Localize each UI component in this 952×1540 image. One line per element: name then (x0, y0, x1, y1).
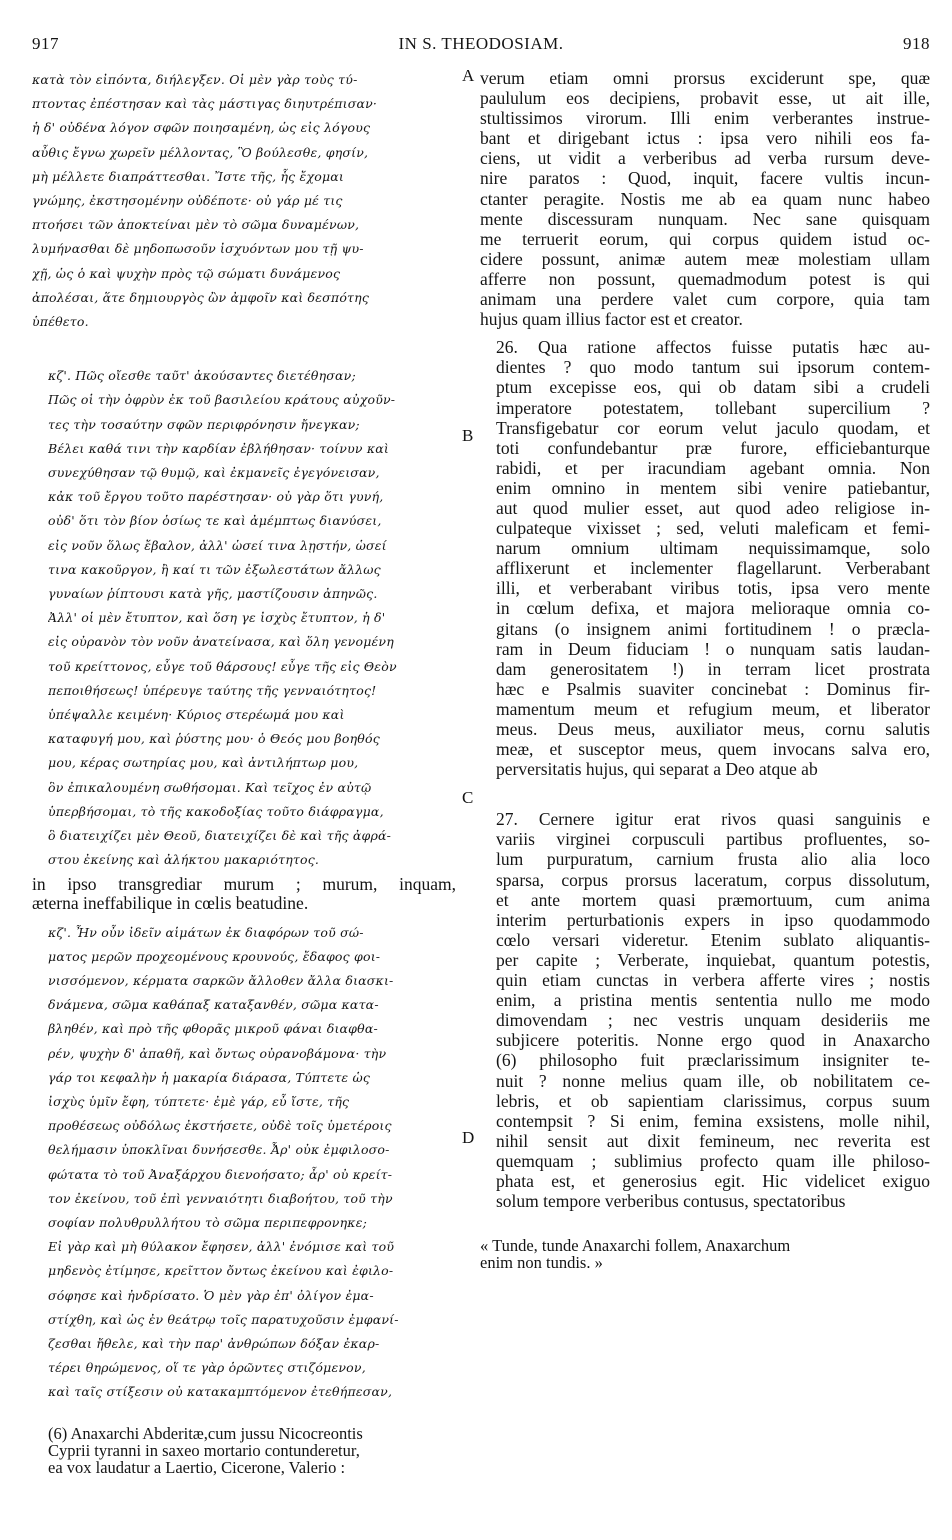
footnote-6 (32, 1425, 456, 1476)
text-line: πτοήσει τῶν ἀποκτείναι μὲν τὸ σῶμα δυναμένων, (32, 217, 360, 233)
text-line: dientes ? quo modo tantum sui ipsorum contem- (496, 357, 930, 378)
text-line: cidere possunt, animæ autem meæ molestiam ullam (480, 248, 930, 269)
text-line: φώτατα τὸ τοῦ Ἀναξάρχου διενοήσατο; ἆρ' οὐ κρείτ- (48, 1166, 393, 1182)
text-line: cœlo versari videretur. Etenim sublato aliquantis- (496, 929, 930, 950)
text-line: πτοντας ἐπέστησαν καὶ τὰς μάστιγας διηυτρέπισαν· (32, 96, 378, 112)
text-line: εἰς νοῦν ὅλως ἔβαλον, ἀλλ' ὡσεί τινα λῃστήν, ὡσεί (48, 537, 387, 553)
text-line: ὃ διατειχίζει μὲν Θεοῦ, διατειχίζει δὲ καὶ τῆς ἀφρά- (48, 828, 392, 844)
text-line: per capite ; Verberate, inquiebat, quantum potestis, (496, 949, 930, 970)
text-line: nire paratos : Quod, inquit, facere vultis incun- (480, 168, 930, 189)
text-line: (6) philosopho fuit præclarissimum insigniter te- (496, 1050, 930, 1071)
text-line: et ante mortem quasi præmortuum, cum anima (496, 889, 930, 910)
text-line: βληθέν, καὶ πρὸ τῆς φθορᾶς μικροῦ φάναι διαφθα- (48, 1021, 378, 1037)
text-line: Πῶς οἱ τὴν ὀφρὺν ἐκ τοῦ βασιλείου κράτους αὐχοῦν- (48, 392, 396, 408)
text-line: ὑπέψαλλε κειμένη· Κύριος στερέωμά μου καὶ (48, 707, 345, 723)
text-line: εἰς οὐρανὸν τὸν νοῦν ἀνατείνασα, καὶ ὅλη γενομένη (48, 634, 394, 650)
text-line: dam generositatem !) in terram licet prostrata (496, 658, 930, 679)
text-line: ρέν, ψυχὴν δ' ἀπαθῆ, καὶ ὄντως οὐρανοβάμονα· τὴν (48, 1045, 387, 1061)
text-line: ὑπέθετο. (32, 314, 89, 330)
text-line: afferre non possunt, quemadmodum potest is qui (480, 268, 930, 289)
text-line: μὴ μέλλετε διαπράττεσθαι. Ἴστε τῆς, ἧς ἔχομαι (32, 168, 345, 184)
text-line: τέρει θηρώμενος, οἵ τε γὰρ ὁρῶντες στιζόμενον, (48, 1360, 366, 1376)
text-line: Ἀλλ' οἱ μὲν ἔτυπτον, καὶ ὅση γε ἰσχὺς ἔτυπτον, ἡ δ' (48, 610, 386, 626)
page-header (32, 34, 930, 58)
greek-block-3 (32, 921, 456, 1405)
text-line: nuit ? nonne melius quam ille, ob nobilitatem ce- (496, 1070, 930, 1091)
text-line: solum tempore verberibus contusus, spectatoribus (496, 1191, 846, 1212)
text-line: (6) Anaxarchi Abderitæ,cum jussu Nicocreontis (48, 1423, 363, 1443)
text-line: γνώμης, ἐκστησομένην οὐδέποτε· οὐ γάρ μέ τις (32, 193, 343, 209)
text-line: meæ, et susceptor meus, quem invocans salva ero, (496, 739, 930, 760)
text-line: enim non tundis. » (480, 1253, 603, 1273)
text-line: κζ'. Πῶς οἴεσθε ταῦτ' ἀκούσαντες διετέθησαν; (48, 368, 356, 384)
text-line: μηδενὸς ἐτίμησε, κρεῖττον ὄντως ἐκείνου καὶ ἐφιλο- (48, 1263, 394, 1279)
text-line: narum omnium ultimam nequissimamque, solo (496, 538, 930, 559)
text-line: ματος μερῶν προχεομένους κρουνούς, ἔδαφος φοι- (48, 948, 381, 964)
text-line: τινα κακοῦργον, ἢ καί τι τῶν ἐξωλεστάτων ἄλλως (48, 561, 381, 577)
text-line: Cyprii tyranni in saxeo mortario contunderetur, (48, 1440, 360, 1460)
text-line: σοφίαν πολυθρυλλήτου τὸ σῶμα περιπεφρονηκε; (48, 1214, 368, 1230)
text-line: ὃν ἐπικαλουμένη σωθήσομαι. Καὶ τεῖχος ἐν αὐτῷ (48, 779, 372, 795)
text-line: hujus quam illius factor est et creator. (480, 309, 743, 330)
text-line: hæc e Psalmis suaviter concinebat : Dominus fir- (496, 678, 930, 699)
text-line: ciens, ut vidit a verberibus ad verba rursum deve- (480, 148, 930, 169)
text-line: quin etiam cunctas in verbera afferte vires ; nostis (496, 970, 930, 991)
text-line: ἀπολέσαι, ἅτε δημιουργὸς ὢν ἀμφοῖν καὶ δεσπότης (32, 289, 370, 305)
text-line: χῇ, ὡς ὁ καὶ ψυχὴν πρὸς τῷ σώματι δυνάμενος (32, 265, 341, 281)
text-line: aut quod mulier esset, aut quod adeo religiose in- (496, 497, 930, 518)
text-line: τες τὴν τοσαύτην σφῶν περιφρόνησιν ἤνεγκαν; (48, 416, 360, 432)
text-line: σόφησε καὶ ἠνδρίσατο. Ὁ μὲν γὰρ ἐπ' ὀλίγον ἐμα- (48, 1287, 374, 1303)
latin-column (480, 68, 930, 1271)
latin-block-1 (480, 68, 930, 329)
text-line: ea vox laudatur a Laertio, Cicerone, Valerio : (48, 1457, 346, 1477)
text-line: toti confundebantur præ furore, efficiebanturque (496, 437, 930, 458)
text-line: γυναίων ῥίπτουσι κατὰ γῆς, μαστίζουσιν ἀπηνῶς. (48, 586, 378, 602)
text-line: στου ἐκείνης καὶ ἀλήκτου μακαριότητος. (48, 852, 320, 868)
text-line: mamentum meum et refugium meum, et liberator (496, 698, 930, 719)
text-line: perversitatis hujus, qui separat a Deo atque ab (496, 759, 818, 780)
text-line: τοῦ κρείττονος, εὖγε τοῦ θάρσους! εὖγε τῆς εἰς Θεὸν (48, 658, 397, 674)
text-line: πεποιθήσεως! ὑπέρευγε ταύτης τῆς γενναιότητος! (48, 682, 377, 698)
text-line: paululum eos decipiens, probavit esse, ut ait ille, (480, 88, 930, 109)
text-line: στίχθη, καὶ ὡς ἐν θεάτρῳ τοῖς παρατυχοῦσιν ἐμφανί- (48, 1311, 399, 1327)
text-line: ἰσχὺς ὑμῖν ἔφη, τύπτετε· ἐμὲ γάρ, εὖ ἴστε, τῆς (48, 1093, 350, 1109)
latin-block-2 (480, 337, 930, 779)
text-line: dimovendam ; nec vestris unquam desideriis me (496, 1010, 930, 1031)
text-line: in cœlum defixa, et majora melioraque omnia co- (496, 598, 930, 619)
text-line: ἡ δ' οὐδένα λόγον σφῶν ποιησαμένη, ὡς εἰς λόγους (32, 120, 371, 136)
text-line: γάρ τοι κεφαλὴν ἡ μακαρία διάρασα, Τύπτετε ὡς (48, 1069, 371, 1085)
text-line: « Tunde, tunde Anaxarchi follem, Anaxarchum (480, 1236, 791, 1256)
running-title: IN S. THEODOSIAM. (398, 34, 564, 53)
text-line: verum etiam omni prorsus exciderunt spe, quæ (480, 68, 930, 88)
greek-block-2 (32, 364, 456, 872)
text-line: subjicere poteritis. Nonne ergo quod in Anaxarcho (496, 1030, 930, 1051)
text-line: οὐδ' ὅτι τὸν βίον ὁσίως τε καὶ ἀμέμπτως διανύσει, (48, 513, 382, 529)
text-line: quemquam ; sublimius profecto quam ille philoso- (496, 1150, 930, 1171)
text-line: κατὰ τὸν εἰπόντα, διήλεγξεν. Οἱ μὲν γὰρ τοὺς τύ- (32, 72, 358, 87)
text-line: animam una perdere valet cum corpore, quia tam (480, 289, 930, 310)
text-line: variis virginei corpusculi partibus profluentes, so- (496, 829, 930, 850)
text-line: phata est, et generosius egit. Hic videlicet exiguo (496, 1170, 930, 1191)
text-line: lebris, et ob sapientiam clarissimus, corpus suum (496, 1090, 930, 1111)
latin-block-3 (480, 809, 930, 1211)
margin-marker-a: A (462, 66, 475, 85)
text-line: νισσόμενον, κέρματα σαρκῶν ἄλλοθεν ἄλλα διασκι- (48, 972, 394, 988)
text-line: δνάμενα, σῶμα καθάπαξ καταξανθέν, σῶμα κατα- (48, 997, 379, 1013)
footnote-6-continuation (480, 1237, 930, 1271)
text-line: nihil sensit aut dixit femineum, nec reverita est (496, 1130, 930, 1151)
text-line: illi, et verberabant viribus totis, ipsa vero mente (496, 578, 930, 599)
text-line: lum purpuratum, carnium frusta alio alia loco (496, 849, 930, 870)
text-line: ζεσθαι ἤθελε, καὶ τὴν παρ' ἀνθρώπων δόξαν ἐκαρ- (48, 1335, 380, 1351)
text-line: imperatore potestatem, tollebant supercilium ? (496, 397, 930, 418)
margin-marker-d: D (462, 1128, 475, 1147)
text-line: culpateque vixisset ; sed, veluti maleficam et femi- (496, 518, 930, 539)
text-line: sparsa, corpus prorsus laceratum, corpus dissolutum, (496, 869, 930, 890)
text-line: rabidi, et per iracundiam agebant omnia. Non (496, 457, 930, 478)
text-line: Εἰ γὰρ καὶ μὴ θύλακον ἔφησεν, ἀλλ' ἐνόμισε καὶ τοῦ (48, 1239, 395, 1255)
text-line: λυμήνασθαι δὲ μηδοπωσοῦν ἰσχυόντων μου τῇ ψυ- (32, 241, 364, 257)
margin-marker-c: C (462, 788, 474, 807)
text-line: αὖθις ἔγνω χωρεῖν μέλλοντας, Ὃ βούλεσθε, φησίν, (32, 144, 369, 160)
text-line: mente discessuram nunquam. Nec sane quisquam (480, 208, 930, 229)
text-line: meus. Deus meus, auxiliator meus, cornu salutis (496, 719, 930, 739)
text-line: κἀκ τοῦ ἔργου τοῦτο παρέστησαν· οὐ γὰρ ὅτι γυνή, (48, 489, 384, 505)
text-line: ptum excepisse eos, qui ob datam sibi a crudeli (496, 377, 930, 398)
text-line: enim omnino in mentem sibi venire patiebantur, (496, 477, 930, 498)
text-line: æterna ineffabilique in cœlis beatudine. (32, 893, 309, 913)
greek-column (32, 68, 456, 1476)
text-line: ὑπερβήσομαι, τὸ τῆς κακοδοξίας τοῦτο διάφραγμα, (48, 803, 384, 819)
text-line: ctanter peragite. Nostis me ab ea quam nunc habeo (480, 188, 930, 209)
left-page-number: 917 (32, 34, 59, 53)
text-line: 27. Cernere igitur erat rivos quasi sanguinis e (496, 809, 930, 830)
text-line: Βέλει καθά τινι τὴν καρδίαν ἐβλήθησαν· τοίνυν καὶ (48, 440, 390, 456)
text-line: προθέσεως οὐδόλως ἐκστήσετε, οὐδὲ τοῖς ὑμετέροις (48, 1118, 392, 1134)
text-line: συνεχύθησαν τῷ θυμῷ, καὶ ἐκμανεῖς ἐγεγόνεισαν, (48, 465, 380, 481)
text-line: stultissimos virorum. Illi enim verberantes instrue- (480, 108, 930, 129)
text-line: gitans (o insignem animi fortitudinem ! o præcla- (496, 618, 930, 639)
text-line: 26. Qua ratione affectos fuisse putatis hæc au- (496, 337, 930, 358)
right-page-number: 918 (903, 34, 930, 53)
text-line: Transfigebatur cor eorum velut jaculo quodam, et (496, 417, 930, 438)
text-line: afflixerunt et inclementer flagellarunt. Verberabant (496, 558, 930, 579)
margin-marker-b: B (462, 426, 474, 445)
text-line: bant et dirigebant ictus : ipsa vero nihili eos fa- (480, 128, 930, 149)
text-line: κζ'. Ἦν οὖν ἰδεῖν αἱμάτων ἐκ διαφόρων τοῦ σώ- (48, 924, 364, 940)
text-line: θελήμασιν ὑποκλῖναι δυνήσεσθε. Ἆρ' οὐκ ἐμφιλοσο- (48, 1142, 390, 1158)
text-line: μου, κέρας σωτηρίας μου, καὶ ἀντιλήπτωρ μου, (48, 755, 359, 771)
text-line: me terruerit eorum, qui corpus quidem istud oc- (480, 228, 930, 249)
greek-block-1 (32, 68, 456, 334)
text-line: καταφυγή μου, καὶ ῥύστης μου· ὁ Θεός μου βοηθός (48, 731, 380, 747)
text-line: enim, a pristina mentis sententia nullo me modo (496, 990, 930, 1011)
text-line: in ipso transgrediar murum ; murum, inquam, (32, 874, 456, 894)
text-line: interim perturbationis expers in ipso quodammodo (496, 909, 930, 930)
greek-column-latin-continuation (32, 875, 456, 913)
text-line: contempsit ? Si enim, femina exsistens, molle nihil, (496, 1110, 930, 1131)
text-line: ram in Deum fiduciam ! o nunquam satis laudan- (496, 638, 930, 659)
text-line: τον ἐκείνου, τοῦ ἐπὶ γενναιότητι διαβοήτου, τοῦ τὴν (48, 1190, 393, 1206)
text-line: καὶ ταῖς στίξεσιν οὐ κατακαμπτόμενον ἐτεθήπεσαν, (48, 1384, 393, 1400)
